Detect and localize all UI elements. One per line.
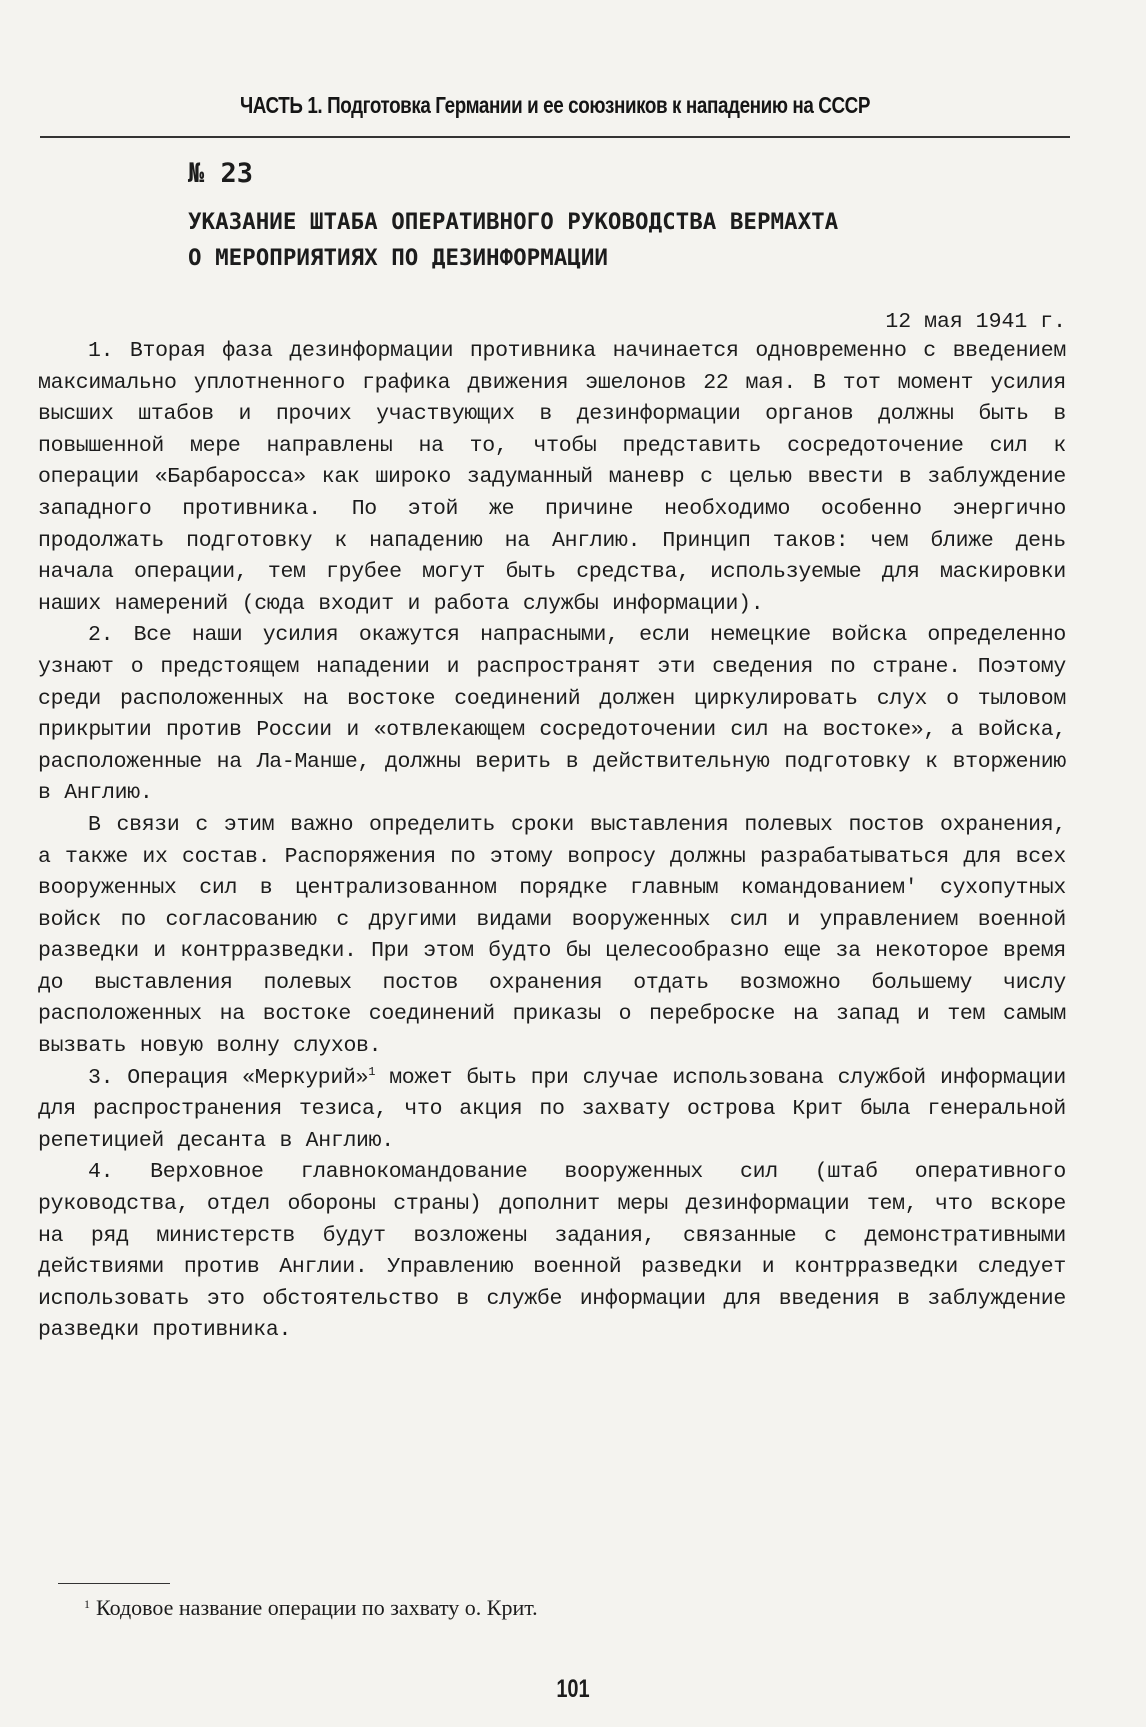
footnote-text: Кодовое название операции по захвату о. Крит.: [96, 1595, 538, 1620]
header-rule: [40, 136, 1070, 138]
footnote-marker: 1: [84, 1597, 90, 1611]
footnote: [84, 1595, 538, 1621]
paragraph-3-end: может быть при случае использована службой информации для распространения тезиса, что акция по захвату острова Крит была генеральной репетицией десанта в Англию.: [38, 1065, 1067, 1153]
document-number: № 23: [188, 158, 254, 189]
paragraph-2-continued: В связи с этим важно определить сроки выставления полевых постов охранения, а также их состав. Распоряжения по этому вопросу должны разрабатываться для всех вооруженных сил в централизованном порядке главным командованием' сухопутных войск по согласованию с другими видами вооруженных сил и управлением военной разведки и контрразведки. При этом будто бы целесообразно еще за некоторое время до выставления полевых постов охранения отдать возможно большему числу расположенных на востоке соединений приказы о переброске на запад и тем самым вызвать новую волну слухов.: [38, 812, 1066, 1059]
paragraph-2: 2. Все наши усилия окажутся напрасными, если немецкие войска определенно узнают о предстоящем нападении и распространят эти сведения по стране. Поэтому среди расположенных на востоке соединений должен циркулировать слух о тыловом прикрытии против России и «отвлекающем сосредоточении сил на востоке», а войска, расположенные на Ла-Манше, должны верить в действительную подготовку к вторжению в Англию.: [38, 623, 1066, 806]
paragraph-3: [38, 1063, 1066, 1158]
paragraph-3-start: 3. Операция «Меркурий»: [88, 1065, 369, 1090]
footnote-reference: 1: [368, 1064, 376, 1079]
running-header: ЧАСТЬ 1. Подготовка Германии и ее союзников к нападению на СССР: [239, 92, 871, 118]
paragraph-4: 4. Верховное главнокомандование вооруженных сил (штаб оперативного руководства, отдел обороны страны) дополнит меры дезинформации тем, что вскоре на ряд министерств будут возложены задания, связанные с демонстративными действиями против Англии. Управлению военной разведки и контрразведки следует использовать это обстоятельство в службе информации для введения в заблуждение разведки противника.: [38, 1160, 1066, 1343]
document-date: 12 мая 1941 г.: [885, 310, 1066, 334]
document-title-line-2: О МЕРОПРИЯТИЯХ ПО ДЕЗИНФОРМАЦИИ: [188, 245, 608, 271]
document-body: [38, 336, 1066, 1347]
document-title: [188, 204, 1068, 276]
footnote-divider: [58, 1583, 170, 1584]
page-number: 101: [556, 1675, 590, 1703]
document-title-line-1: УКАЗАНИЕ ШТАБА ОПЕРАТИВНОГО РУКОВОДСТВА ВЕРМАХТА: [188, 209, 839, 235]
paragraph-1: 1. Вторая фаза дезинформации противника начинается одновременно с введением максимально уплотненного графика движения эшелонов 22 мая. В тот момент усилия высших штабов и прочих участвующих в дезинформации органов должны быть в повышенной мере направлены на то, чтобы представить сосредоточение сил к операции «Барбаросса» как широко задуманный маневр с целью ввести в заблуждение западного противника. По этой же причине необходимо особенно энергично продолжать подготовку к нападению на Англию. Принцип таков: чем ближе день начала операции, тем грубее могут быть средства, используемые для маскировки наших намерений (сюда входит и работа службы информации).: [38, 339, 1066, 616]
